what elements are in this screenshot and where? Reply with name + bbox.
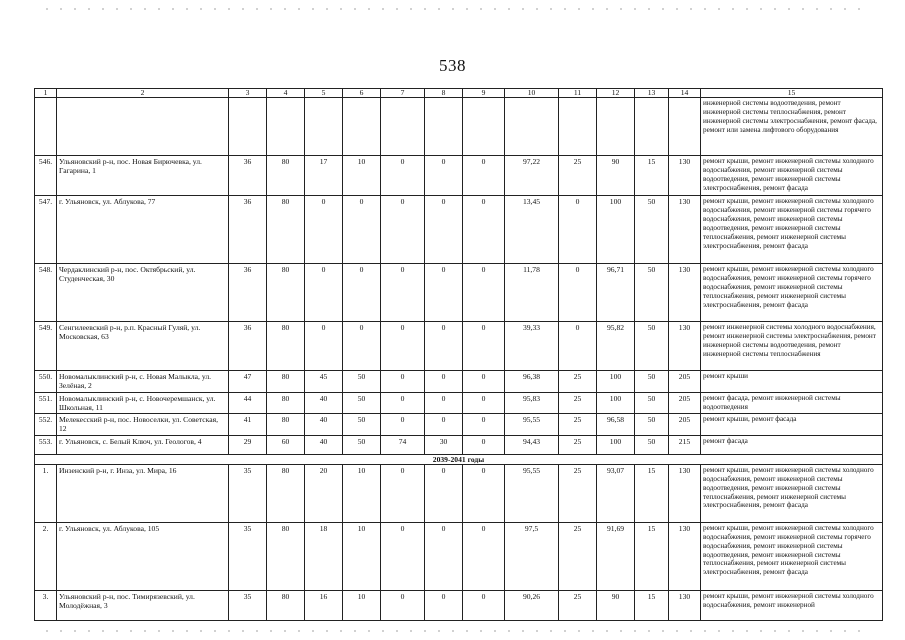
cell-value-c3: 35 [229, 522, 267, 590]
cell-value-c5: 0 [305, 196, 343, 264]
cell-value-c14: 215 [669, 435, 701, 454]
cell-work-types: ремонт крыши, ремонт инженерной системы холодного водоснабжения, ремонт инженерной системы горячего водоснабжения, ремонт инженерной системы водоотведения, ремонт инженерной системы теплоснабжения, ремонт инженерной системы электроснабжения, ремонт фасада [701, 522, 883, 590]
table-row [35, 156, 883, 196]
cell-value-c13: 50 [635, 414, 669, 436]
cell-value-c6: 0 [343, 196, 381, 264]
cell-value-c10: 13,45 [505, 196, 559, 264]
cell-value-c14: 130 [669, 156, 701, 196]
cell-value-c5: 40 [305, 435, 343, 454]
cell-value-c5: 40 [305, 414, 343, 436]
column-header: 8 [425, 89, 463, 98]
cell-value-c3: 29 [229, 435, 267, 454]
cell-value-c3: 36 [229, 264, 267, 322]
cell-empty [597, 98, 635, 156]
table-row [35, 322, 883, 371]
cell-value-c3: 36 [229, 196, 267, 264]
cell-value-c4: 80 [267, 264, 305, 322]
cell-value-c8: 0 [425, 322, 463, 371]
cell-value-c6: 50 [343, 371, 381, 393]
cell-address: Новомалыклинский р-н, с. Новая Малыкла, ул. Зелёная, 2 [57, 371, 229, 393]
cell-work-types: ремонт крыши, ремонт инженерной системы холодного водоснабжения, ремонт инженерной системы водоотведения, ремонт инженерной системы электроснабжения, ремонт фасада [701, 156, 883, 196]
cell-value-c13: 50 [635, 392, 669, 414]
cell-address: г. Ульяновск, ул. Аблукова, 77 [57, 196, 229, 264]
cell-value-c12: 100 [597, 392, 635, 414]
column-header: 9 [463, 89, 505, 98]
cell-work-types: ремонт фасада, ремонт инженерной системы водоотведения [701, 392, 883, 414]
cell-value-c4: 80 [267, 392, 305, 414]
cell-address: Мелекесский р-н, пос. Новоселки, ул. Советская, 12 [57, 414, 229, 436]
cell-work-types: ремонт инженерной системы холодного водоснабжения, ремонт инженерной системы электроснабжения, ремонт инженерной системы водоотведения, ремонт инженерной системы теплоснабжения [701, 322, 883, 371]
cell-address: г. Ульяновск, ул. Аблукова, 105 [57, 522, 229, 590]
cell-value-c11: 0 [559, 322, 597, 371]
cell-value-c4: 80 [267, 371, 305, 393]
cell-value-c10: 94,43 [505, 435, 559, 454]
cell-value-c6: 10 [343, 522, 381, 590]
cell-value-c9: 0 [463, 264, 505, 322]
cell-empty [669, 98, 701, 156]
cell-value-c14: 130 [669, 464, 701, 522]
table-row [35, 196, 883, 264]
cell-work-types: ремонт фасада [701, 435, 883, 454]
cell-value-c7: 0 [381, 464, 425, 522]
cell-address: Сенгилеевский р-н, р.п. Красный Гуляй, ул. Московская, 63 [57, 322, 229, 371]
cell-value-c10: 39,33 [505, 322, 559, 371]
table-row [35, 590, 883, 620]
cell-value-c9: 0 [463, 371, 505, 393]
cell-value-c12: 100 [597, 196, 635, 264]
cell-value-c8: 0 [425, 414, 463, 436]
table-row [35, 371, 883, 393]
cell-value-c13: 50 [635, 371, 669, 393]
column-header: 4 [267, 89, 305, 98]
cell-value-c9: 0 [463, 590, 505, 620]
page-number: 538 [439, 56, 466, 75]
cell-value-c7: 74 [381, 435, 425, 454]
cell-value-c12: 96,58 [597, 414, 635, 436]
cell-value-c14: 130 [669, 522, 701, 590]
cell-value-c12: 90 [597, 156, 635, 196]
cell-value-c11: 25 [559, 464, 597, 522]
column-header: 10 [505, 89, 559, 98]
cell-value-c5: 0 [305, 322, 343, 371]
cell-value-c7: 0 [381, 392, 425, 414]
cell-value-c8: 0 [425, 196, 463, 264]
cell-empty [559, 98, 597, 156]
cell-value-c3: 35 [229, 590, 267, 620]
cell-value-c6: 50 [343, 435, 381, 454]
cell-value-c3: 41 [229, 414, 267, 436]
scan-edge-bottom [40, 630, 870, 632]
cell-value-c9: 0 [463, 322, 505, 371]
cell-value-c10: 95,83 [505, 392, 559, 414]
cell-value-c11: 0 [559, 196, 597, 264]
cell-value-c14: 130 [669, 264, 701, 322]
cell-empty [343, 98, 381, 156]
cell-value-c8: 0 [425, 522, 463, 590]
cell-value-c3: 35 [229, 464, 267, 522]
cell-row-number: 552. [35, 414, 57, 436]
cell-value-c9: 0 [463, 196, 505, 264]
cell-address: Чердаклинский р-н, пос. Октябрьский, ул. Студенческая, 30 [57, 264, 229, 322]
cell-empty [463, 98, 505, 156]
cell-value-c13: 50 [635, 322, 669, 371]
cell-value-c6: 10 [343, 464, 381, 522]
cell-value-c4: 80 [267, 522, 305, 590]
cell-value-c5: 40 [305, 392, 343, 414]
section-title: 2039-2041 годы [35, 454, 883, 464]
cell-value-c11: 25 [559, 156, 597, 196]
column-header: 1 [35, 89, 57, 98]
cell-value-c10: 11,78 [505, 264, 559, 322]
cell-value-c4: 80 [267, 156, 305, 196]
cell-value-c9: 0 [463, 156, 505, 196]
cell-value-c4: 80 [267, 196, 305, 264]
cell-row-number: 549. [35, 322, 57, 371]
cell-work-types: ремонт крыши, ремонт фасада [701, 414, 883, 436]
cell-value-c8: 0 [425, 264, 463, 322]
table-row [35, 264, 883, 322]
cell-value-c12: 91,69 [597, 522, 635, 590]
cell-row-number: 3. [35, 590, 57, 620]
cell-value-c8: 0 [425, 392, 463, 414]
cell-value-c4: 80 [267, 464, 305, 522]
column-header: 15 [701, 89, 883, 98]
cell-value-c5: 17 [305, 156, 343, 196]
cell-work-types: инженерной системы водоотведения, ремонт инженерной системы теплоснабжения, ремонт инженерной системы электроснабжения, ремонт фасада, ремонт или замена лифтового оборудования [701, 98, 883, 156]
cell-value-c11: 25 [559, 435, 597, 454]
cell-value-c12: 100 [597, 371, 635, 393]
cell-value-c7: 0 [381, 371, 425, 393]
column-header: 5 [305, 89, 343, 98]
cell-work-types: ремонт крыши, ремонт инженерной системы холодного водоснабжения, ремонт инженерной [701, 590, 883, 620]
cell-value-c9: 0 [463, 464, 505, 522]
cell-value-c3: 36 [229, 156, 267, 196]
cell-value-c14: 130 [669, 196, 701, 264]
column-header: 12 [597, 89, 635, 98]
data-table [34, 88, 883, 621]
column-header: 14 [669, 89, 701, 98]
cell-value-c14: 130 [669, 322, 701, 371]
cell-value-c3: 44 [229, 392, 267, 414]
cell-value-c8: 0 [425, 156, 463, 196]
cell-value-c12: 90 [597, 590, 635, 620]
cell-value-c13: 50 [635, 435, 669, 454]
cell-row-number: 550. [35, 371, 57, 393]
cell-row-number: 2. [35, 522, 57, 590]
cell-value-c7: 0 [381, 264, 425, 322]
scan-edge-top [40, 8, 870, 10]
cell-value-c11: 25 [559, 590, 597, 620]
cell-row-number: 546. [35, 156, 57, 196]
column-header: 11 [559, 89, 597, 98]
cell-row-number: 1. [35, 464, 57, 522]
cell-value-c11: 25 [559, 371, 597, 393]
cell-value-c10: 97,5 [505, 522, 559, 590]
cell-value-c6: 0 [343, 264, 381, 322]
cell-value-c5: 18 [305, 522, 343, 590]
cell-work-types: ремонт крыши, ремонт инженерной системы холодного водоснабжения, ремонт инженерной системы водоотведения, ремонт инженерной системы теплоснабжения, ремонт инженерной системы электроснабжения, ремонт фасада [701, 464, 883, 522]
cell-value-c11: 25 [559, 392, 597, 414]
cell-value-c7: 0 [381, 196, 425, 264]
table-row [35, 522, 883, 590]
cell-value-c13: 15 [635, 590, 669, 620]
column-header: 13 [635, 89, 669, 98]
cell-value-c4: 80 [267, 414, 305, 436]
cell-value-c7: 0 [381, 590, 425, 620]
cell-value-c5: 16 [305, 590, 343, 620]
cell-value-c3: 47 [229, 371, 267, 393]
column-header: 7 [381, 89, 425, 98]
cell-value-c7: 0 [381, 156, 425, 196]
cell-empty [305, 98, 343, 156]
cell-value-c3: 36 [229, 322, 267, 371]
cell-empty [267, 98, 305, 156]
cell-address: Новомалыклинский р-н, с. Новочеремшанск, ул. Школьная, 11 [57, 392, 229, 414]
cell-row-number: 551. [35, 392, 57, 414]
cell-value-c7: 0 [381, 322, 425, 371]
table-row [35, 464, 883, 522]
cell-value-c6: 10 [343, 156, 381, 196]
cell-row-number: 548. [35, 264, 57, 322]
cell-value-c4: 80 [267, 322, 305, 371]
cell-value-c11: 0 [559, 264, 597, 322]
cell-value-c4: 60 [267, 435, 305, 454]
cell-value-c9: 0 [463, 522, 505, 590]
cell-value-c9: 0 [463, 414, 505, 436]
column-header: 2 [57, 89, 229, 98]
cell-value-c13: 15 [635, 464, 669, 522]
cell-value-c10: 90,26 [505, 590, 559, 620]
cell-address: Ульяновский р-н, пос. Тимирязевский, ул. Молодёжная, 3 [57, 590, 229, 620]
column-header: 3 [229, 89, 267, 98]
cell-value-c10: 96,38 [505, 371, 559, 393]
cell-value-c13: 15 [635, 156, 669, 196]
cell-value-c14: 205 [669, 414, 701, 436]
cell-empty [505, 98, 559, 156]
cell-value-c9: 0 [463, 392, 505, 414]
cell-value-c10: 97,22 [505, 156, 559, 196]
cell-value-c5: 20 [305, 464, 343, 522]
table-row [35, 435, 883, 454]
table-row-continued [35, 98, 883, 156]
cell-value-c12: 100 [597, 435, 635, 454]
cell-value-c11: 25 [559, 522, 597, 590]
cell-value-c10: 95,55 [505, 464, 559, 522]
cell-work-types: ремонт крыши, ремонт инженерной системы холодного водоснабжения, ремонт инженерной системы горячего водоснабжения, ремонт инженерной системы водоотведения, ремонт инженерной системы теплоснабжения, ремонт инженерной системы электроснабжения, ремонт фасада [701, 196, 883, 264]
cell-empty [635, 98, 669, 156]
cell-value-c6: 0 [343, 322, 381, 371]
cell-value-c13: 50 [635, 264, 669, 322]
cell-value-c14: 130 [669, 590, 701, 620]
cell-value-c8: 0 [425, 464, 463, 522]
cell-value-c8: 0 [425, 371, 463, 393]
cell-value-c14: 205 [669, 392, 701, 414]
cell-work-types: ремонт крыши, ремонт инженерной системы холодного водоснабжения, ремонт инженерной системы горячего водоснабжения, ремонт инженерной системы теплоснабжения, ремонт инженерной системы электроснабжения, ремонт фасада [701, 264, 883, 322]
cell-value-c10: 95,55 [505, 414, 559, 436]
column-header: 6 [343, 89, 381, 98]
cell-value-c12: 93,07 [597, 464, 635, 522]
cell-value-c13: 15 [635, 522, 669, 590]
cell-value-c5: 45 [305, 371, 343, 393]
cell-value-c7: 0 [381, 522, 425, 590]
cell-value-c8: 30 [425, 435, 463, 454]
cell-address: Инзенский р-н, г. Инза, ул. Мира, 16 [57, 464, 229, 522]
cell-value-c12: 96,71 [597, 264, 635, 322]
header-row [35, 89, 883, 98]
cell-empty [229, 98, 267, 156]
section-row [35, 454, 883, 464]
cell-value-c4: 80 [267, 590, 305, 620]
cell-row-number: 553. [35, 435, 57, 454]
cell-value-c12: 95,82 [597, 322, 635, 371]
cell-empty [35, 98, 57, 156]
cell-value-c5: 0 [305, 264, 343, 322]
table-row [35, 414, 883, 436]
cell-value-c9: 0 [463, 435, 505, 454]
cell-empty [381, 98, 425, 156]
cell-row-number: 547. [35, 196, 57, 264]
cell-value-c6: 50 [343, 392, 381, 414]
cell-empty [57, 98, 229, 156]
cell-value-c6: 10 [343, 590, 381, 620]
table-row [35, 392, 883, 414]
cell-value-c7: 0 [381, 414, 425, 436]
cell-address: Ульяновский р-н, пос. Новая Бирючевка, ул. Гагарина, 1 [57, 156, 229, 196]
cell-work-types: ремонт крыши [701, 371, 883, 393]
cell-empty [425, 98, 463, 156]
cell-value-c11: 25 [559, 414, 597, 436]
table-body [35, 89, 883, 621]
cell-value-c6: 50 [343, 414, 381, 436]
cell-value-c8: 0 [425, 590, 463, 620]
cell-value-c13: 50 [635, 196, 669, 264]
cell-value-c14: 205 [669, 371, 701, 393]
cell-address: г. Ульяновск, с. Белый Ключ, ул. Геологов, 4 [57, 435, 229, 454]
